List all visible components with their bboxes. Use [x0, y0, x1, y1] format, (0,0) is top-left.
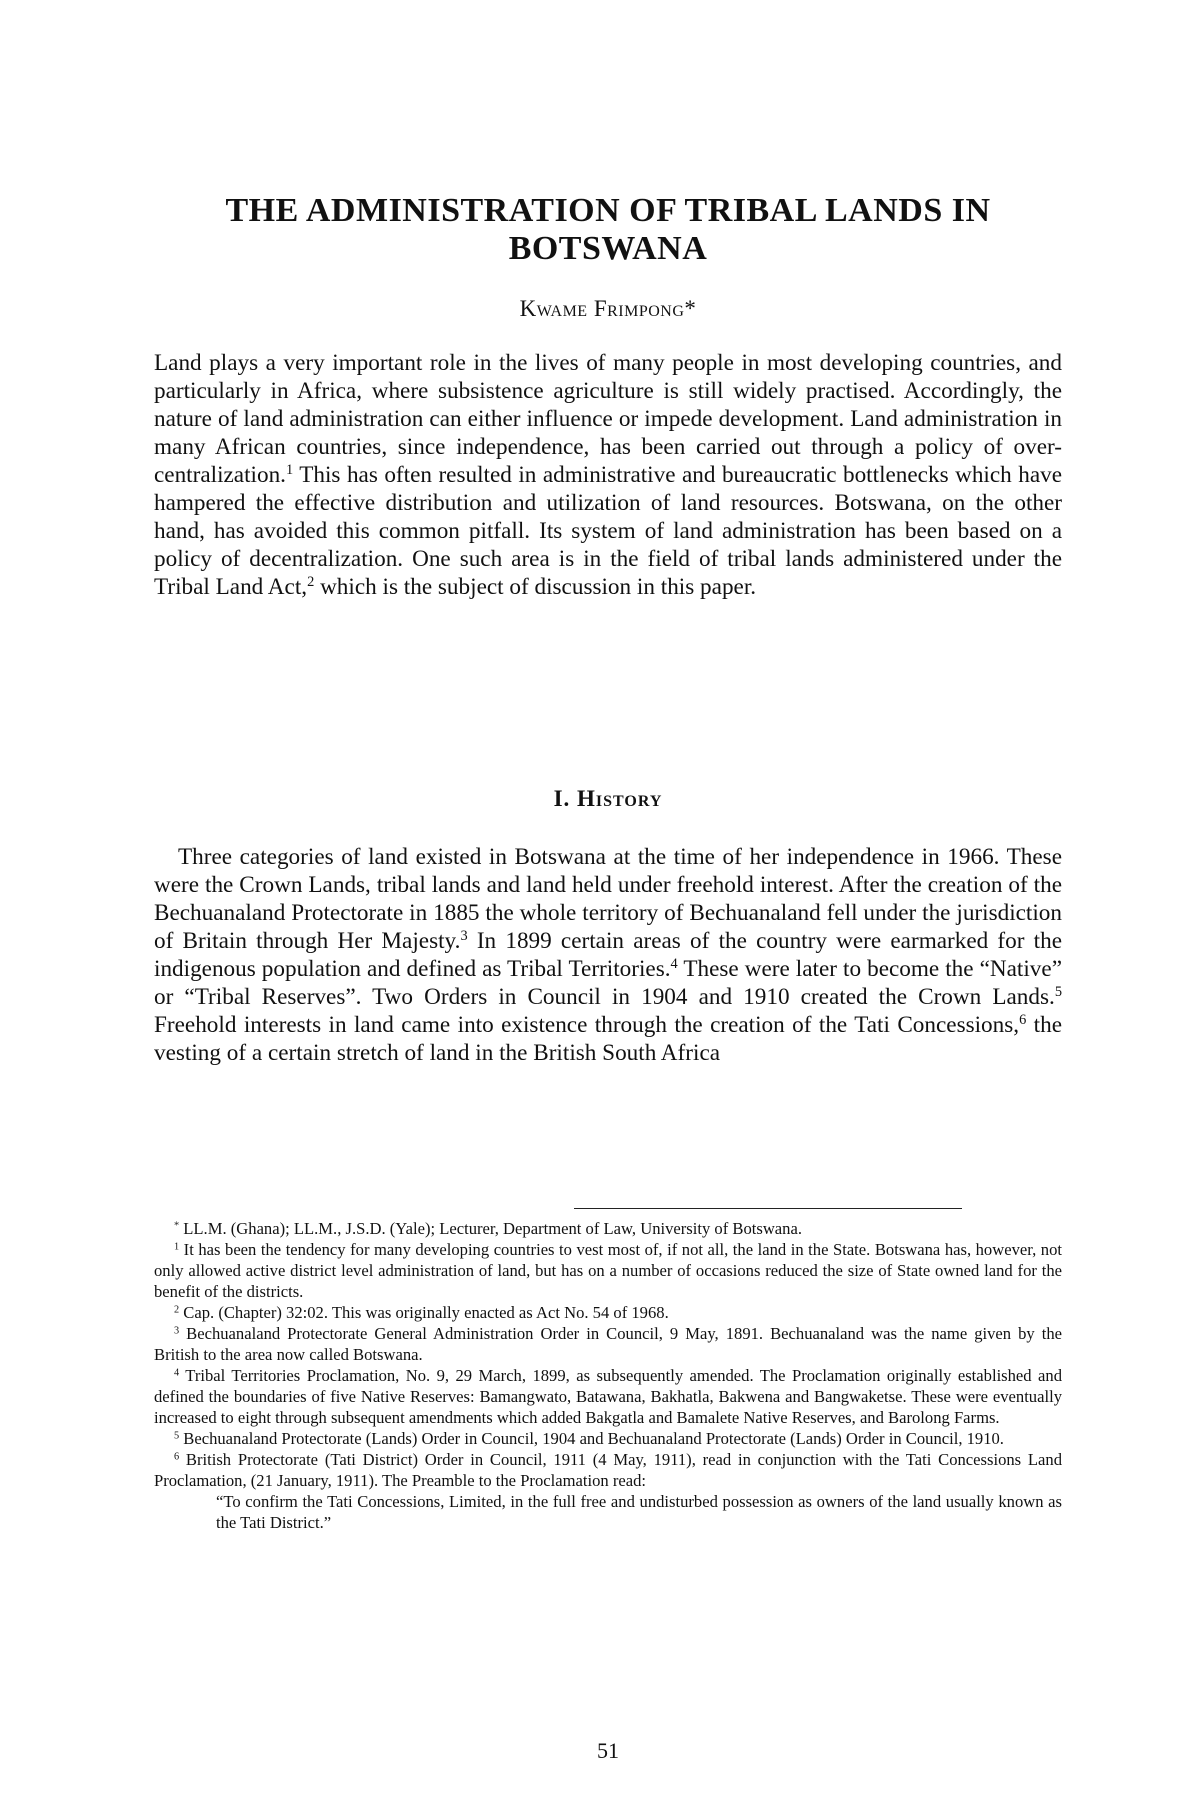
footnote-text: It has been the tendency for many developing countries to vest most of, if not all, the land in the State. Botswana has, however, not only allowed active district level administration of land, but has on a number of occasions reduced the size of State owned land for the benefit of the districts.	[154, 1240, 1062, 1301]
intro-text-3: which is the subject of discussion in this paper.	[314, 574, 757, 600]
footnote-text: Tribal Territories Proclamation, No. 9, 29 March, 1899, as subsequently amended. The Proclamation originally established and defined the boundaries of five Native Reserves: Bamangwato, Batawana, Bakhatla, Bakwena and Bangwaketse. These were eventually increased to eight through subsequent amendments which added Bakgatla and Bamalete Native Reserves, and Barolong Farms.	[154, 1366, 1062, 1427]
history-text-3: These were later to become the “Native” or “Tribal Reserves”. Two Orders in Council in 1904 and 1910 created the Crown Lands.	[154, 956, 1062, 1010]
footnote-marker: 1	[174, 1241, 180, 1253]
footnote-text: British Protectorate (Tati District) Order in Council, 1911 (4 May, 1911), read in conjunction with the Tati Concessions Land Proclamation, (21 January, 1911). The Preamble to the Proclamation read:	[154, 1450, 1062, 1490]
footnote-2	[154, 1302, 1062, 1323]
footnote-marker: 2	[174, 1304, 180, 1316]
footnote-ref-4: 4	[670, 956, 678, 973]
history-paragraph	[154, 843, 1062, 1067]
footnote-marker: *	[174, 1220, 180, 1232]
footnote-ref-1: 1	[285, 462, 294, 479]
section-heading-history: I. History	[553, 786, 663, 811]
footnote-ref-6: 6	[1019, 1012, 1027, 1029]
footnote-6	[154, 1449, 1062, 1491]
footnote-marker: 3	[174, 1325, 180, 1337]
footnote-text: Bechuanaland Protectorate (Lands) Order in Council, 1904 and Bechuanaland Protectorate (Lands) Order in Council, 1910.	[179, 1429, 1004, 1448]
page-number: 51	[597, 1738, 619, 1763]
footnote-marker: 4	[174, 1367, 180, 1379]
footnote-5	[154, 1428, 1062, 1449]
footnote-ref-3: 3	[460, 928, 468, 945]
footnote-quote: “To confirm the Tati Concessions, Limited, in the full free and undisturbed possession as owners of the land usually known as the Tati District.”	[216, 1492, 1062, 1532]
author-name: Kwame Frimpong*	[519, 296, 697, 321]
intro-paragraph	[154, 349, 1062, 601]
intro-text-1: Land plays a very important role in the lives of many people in most developing countries, and particularly in Africa, where subsistence agriculture is still widely practised. Accordingly, the nature of land administration can either influence or impede development. Land administration in many African countries, since independence, has been carried out through a policy of over-centralization.	[154, 350, 1062, 488]
footnote-divider	[574, 1208, 962, 1209]
footnote-marker: 5	[174, 1430, 180, 1442]
history-text-1: Three categories of land existed in Botswana at the time of her independence in 1966. These were the Crown Lands, tribal lands and land held under freehold interest. After the creation of the Bechuanaland Protectorate in 1885 the whole territory of Bechuanaland fell under the jurisdiction of Britain through Her Majesty.	[154, 844, 1062, 954]
footnote-text: LL.M. (Ghana); LL.M., J.S.D. (Yale); Lecturer, Department of Law, University of Botswana.	[179, 1219, 802, 1238]
footnote-author	[154, 1218, 1062, 1239]
article-title: THE ADMINISTRATION OF TRIBAL LANDS IN BOTSWANA	[225, 192, 991, 267]
footnote-marker: 6	[174, 1451, 180, 1463]
footnotes-section	[154, 1218, 1062, 1533]
footnote-3	[154, 1323, 1062, 1365]
footnote-text: Bechuanaland Protectorate General Administration Order in Council, 9 May, 1891. Bechuanaland was the name given by the British to the area now called Botswana.	[154, 1324, 1062, 1364]
footnote-4	[154, 1365, 1062, 1428]
history-text-2: In 1899 certain areas of the country were earmarked for the indigenous population and defined as Tribal Territories.	[154, 928, 1063, 982]
footnote-1	[154, 1239, 1062, 1302]
history-text-5: the vesting of a certain stretch of land in the British South Africa	[154, 1012, 1062, 1066]
footnote-ref-5: 5	[1054, 984, 1062, 1001]
footnote-ref-2: 2	[307, 574, 315, 591]
intro-text-2: This has often resulted in administrative and bureaucratic bottlenecks which have hampered the effective distribution and utilization of land resources. Botswana, on the other hand, has avoided this common pitfall. Its system of land administration has been based on a policy of decentralization. One such area is in the field of tribal lands administered under the Tribal Land Act,	[154, 462, 1062, 600]
history-text-4: Freehold interests in land came into existence through the creation of the Tati Concessions,	[154, 1012, 1020, 1038]
footnote-text: Cap. (Chapter) 32:02. This was originally enacted as Act No. 54 of 1968.	[179, 1303, 669, 1322]
